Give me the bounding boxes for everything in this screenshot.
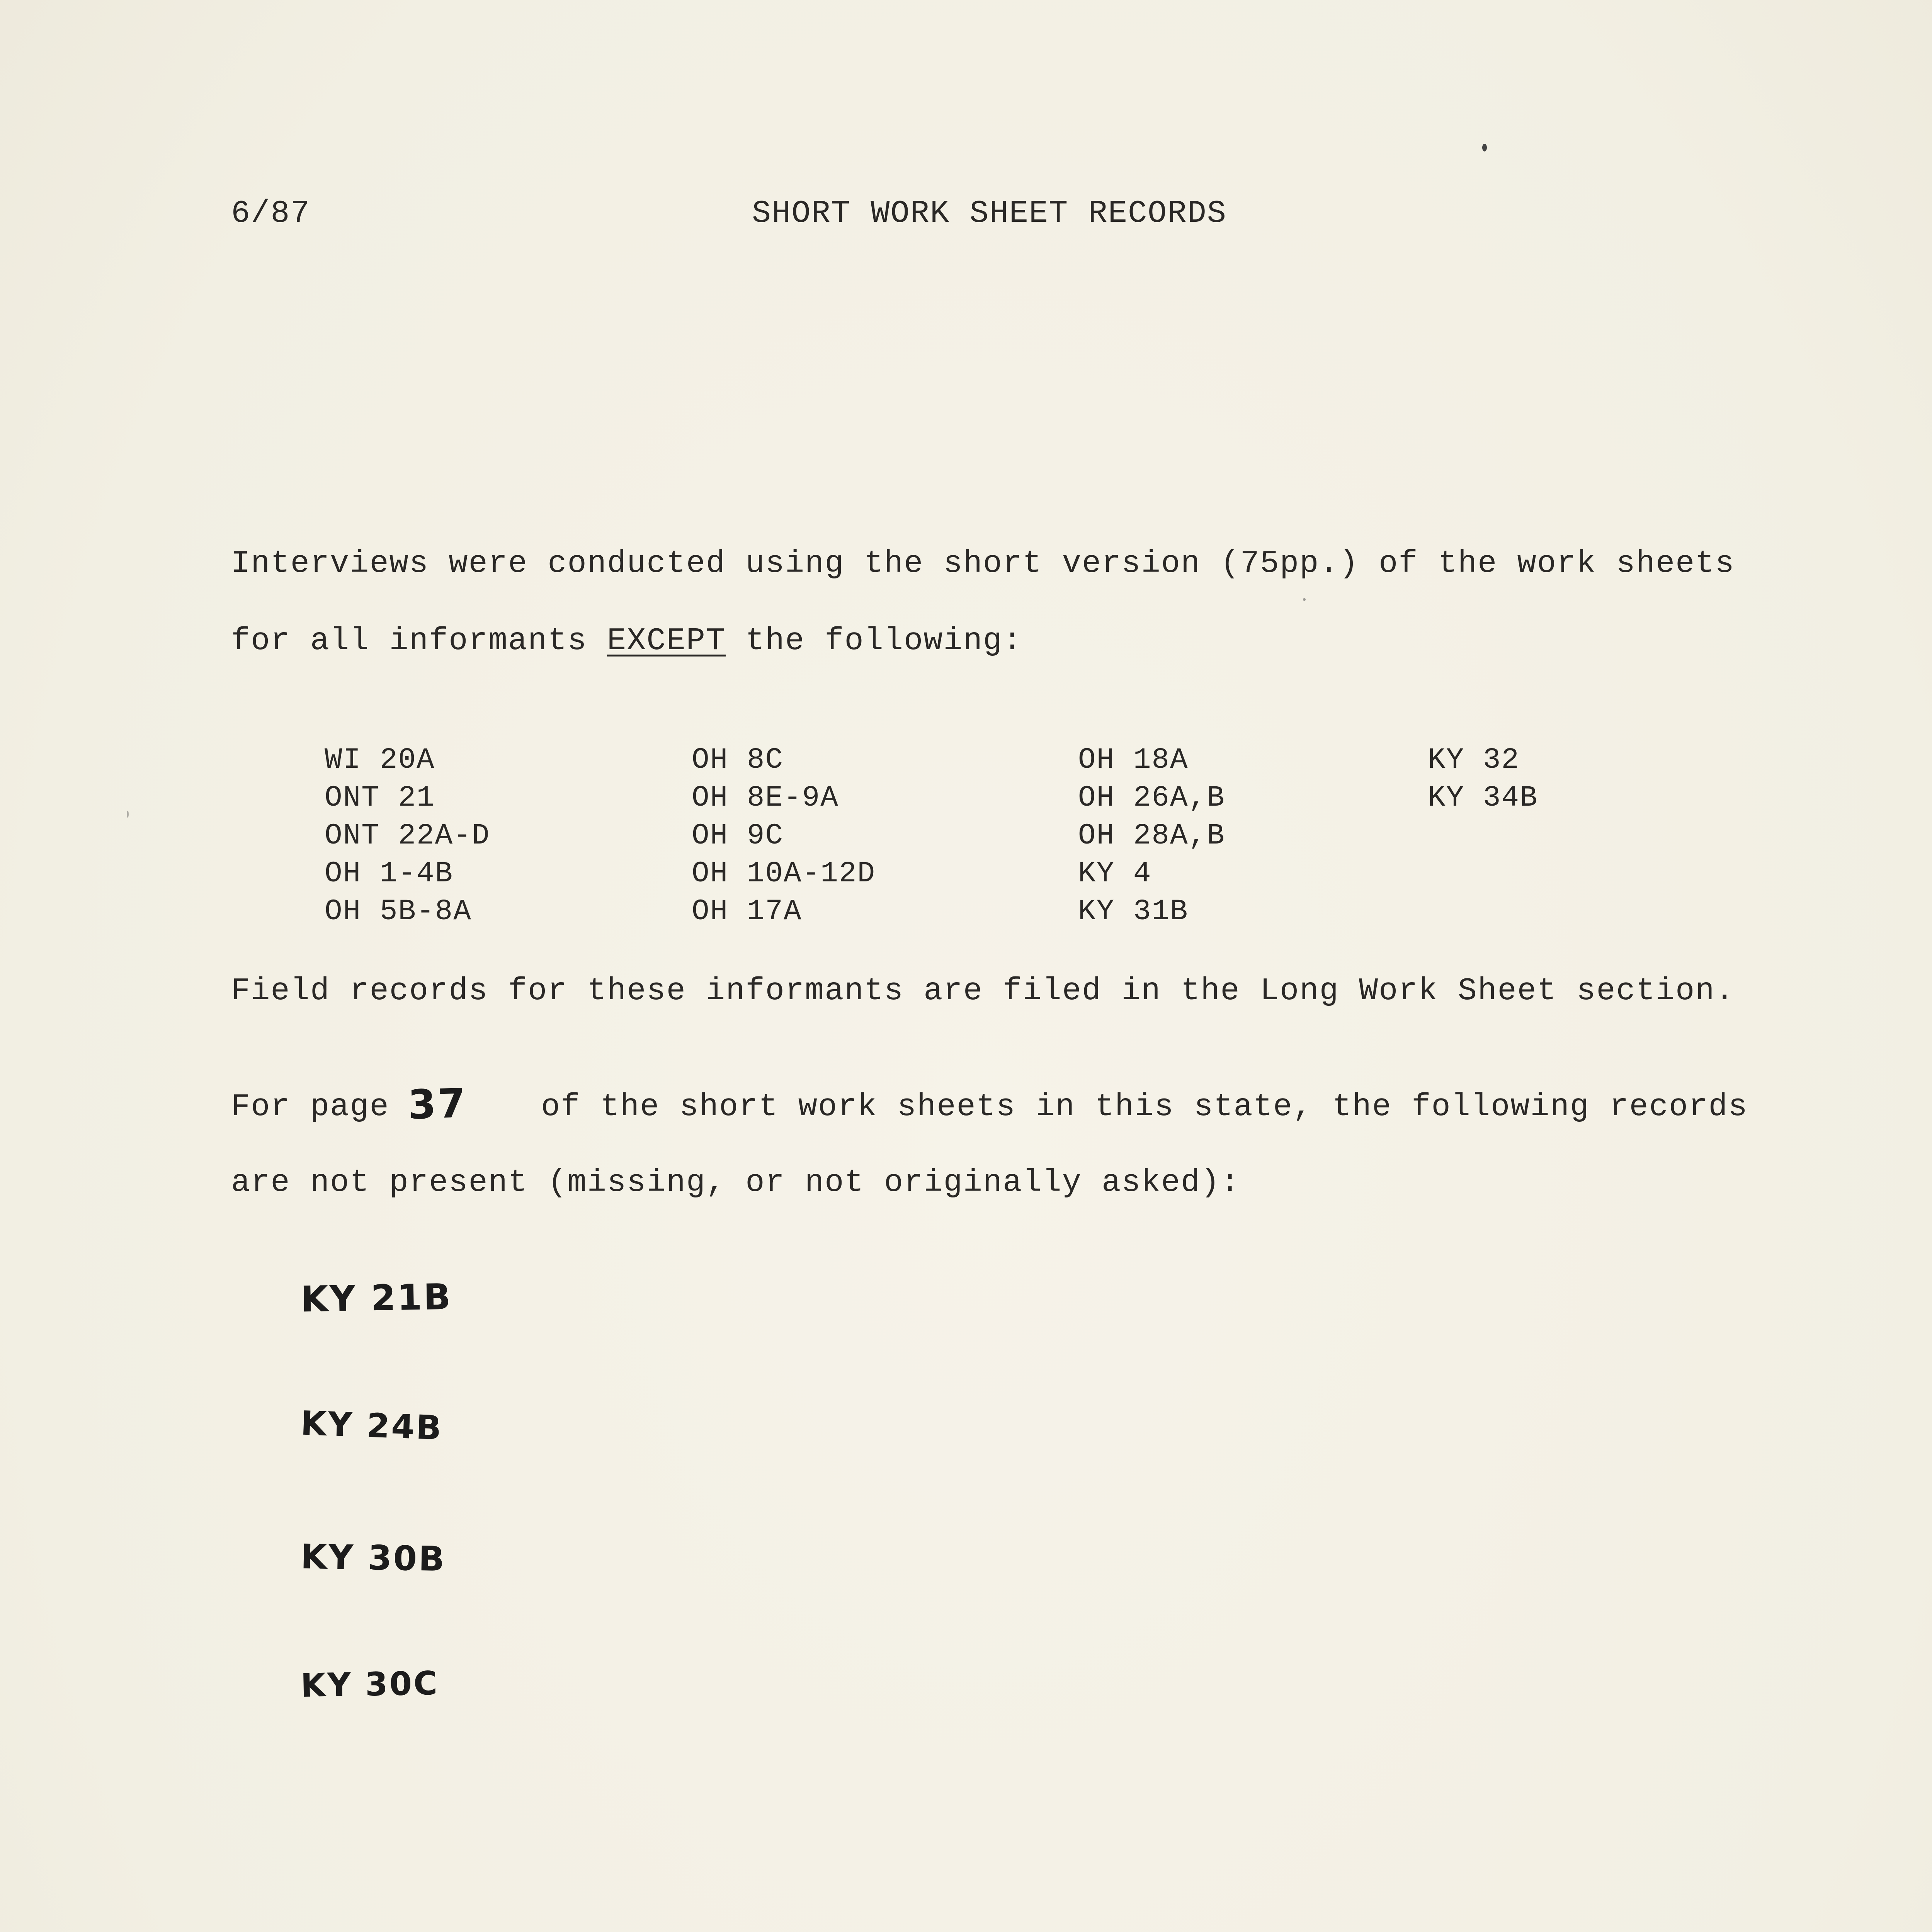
handwritten-record: KY 30B <box>300 1536 446 1579</box>
informant-item: KY 4 <box>1078 857 1152 890</box>
paper-speck <box>127 811 129 818</box>
handwritten-record: KY 24B <box>300 1404 444 1448</box>
informant-item: OH 10A-12D <box>692 857 876 890</box>
intro-line-1: Interviews were conducted using the short version (75pp.) of the work sheets <box>231 546 1735 582</box>
informant-item: OH 5B-8A <box>325 895 472 928</box>
informant-column-4 <box>1428 741 1538 817</box>
handwritten-record: KY 30C <box>300 1664 439 1705</box>
informant-item: ONT 22A-D <box>325 819 490 852</box>
informant-item: OH 8E-9A <box>692 781 839 815</box>
informant-item: WI 20A <box>325 743 435 777</box>
informant-column-1 <box>325 741 490 930</box>
missing-text-after: of the short work sheets in this state, the following records <box>521 1089 1748 1125</box>
informant-item: KY 31B <box>1078 895 1189 928</box>
informant-item: KY 34B <box>1428 781 1538 815</box>
informant-item: OH 1-4B <box>325 857 454 890</box>
informant-item: OH 9C <box>692 819 784 852</box>
handwritten-record: KY 21B <box>300 1276 452 1320</box>
except-emphasis: EXCEPT <box>607 623 726 659</box>
informant-column-3 <box>1078 741 1225 930</box>
missing-text-before: For page <box>231 1089 409 1125</box>
informant-item: OH 18A <box>1078 743 1189 777</box>
informant-column-2 <box>692 741 876 930</box>
field-records-note: Field records for these informants are filed in the Long Work Sheet section. <box>231 973 1735 1009</box>
intro-text-before: for all informants <box>231 623 607 659</box>
intro-text-after: the following: <box>726 623 1023 659</box>
informant-item: OH 28A,B <box>1078 819 1225 852</box>
paper-speck <box>1303 598 1306 601</box>
page-title: SHORT WORK SHEET RECORDS <box>752 196 1227 231</box>
header-date: 6/87 <box>231 196 310 231</box>
informant-item: OH 26A,B <box>1078 781 1225 815</box>
informant-item: OH 8C <box>692 743 784 777</box>
informant-item: OH 17A <box>692 895 802 928</box>
intro-line-2 <box>231 625 1022 657</box>
informant-item: ONT 21 <box>325 781 435 815</box>
missing-records-line-2: are not present (missing, or not originally asked): <box>231 1165 1240 1201</box>
paper-speck <box>1482 144 1487 151</box>
handwritten-page-number: 37 <box>407 1079 468 1129</box>
informant-item: KY 32 <box>1428 743 1520 777</box>
